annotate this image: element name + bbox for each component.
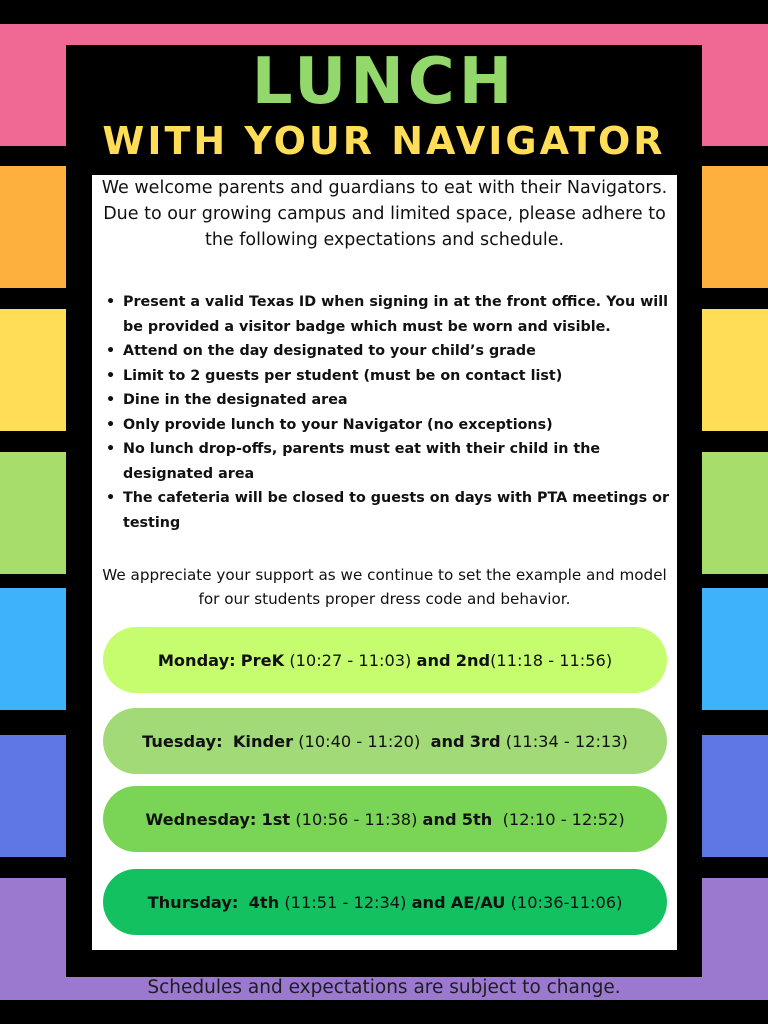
time-range: (11:34 - 12:13) [505, 731, 628, 751]
and-label: and [416, 650, 451, 670]
time-range: (11:18 - 11:56) [490, 650, 613, 670]
grade-label: Kinder [232, 731, 294, 751]
appreciation-paragraph: We appreciate your support as we continue to set the example and model for our students proper dress code and behavior. [102, 566, 667, 608]
grade-label: 2nd [455, 650, 491, 670]
title-lunch: LUNCH [251, 45, 517, 119]
and-label: and [422, 809, 457, 829]
rule-item: • No lunch drop-offs, parents must eat with their child in the designated area [106, 437, 681, 486]
and-label: and [430, 731, 465, 751]
footer-note: Schedules and expectations are subject to change. [147, 977, 621, 998]
grade-label: 1st [261, 809, 291, 829]
time-range: (11:51 - 12:34) [284, 892, 407, 912]
day-label: Thursday: [147, 892, 239, 912]
time-range: (10:36-11:06) [510, 892, 623, 912]
grade-label: 4th [248, 892, 280, 912]
day-label: Tuesday: [142, 731, 223, 751]
day-label: Monday: [157, 650, 236, 670]
schedule-thursday [103, 869, 667, 935]
time-range: (10:56 - 11:38) [295, 809, 418, 829]
rule-item: • Limit to 2 guests per student (must be on contact list) [106, 364, 681, 389]
rule-item: • The cafeteria will be closed to guests on days with PTA meetings or testing [106, 486, 681, 535]
rule-item: • Present a valid Texas ID when signing in at the front office. You will be provided a visitor badge which must be worn and visible. [106, 290, 681, 339]
time-range: (10:40 - 11:20) [298, 731, 421, 751]
grade-label: PreK [240, 650, 285, 670]
grade-label: 3rd [469, 731, 501, 751]
grade-label: AE/AU [450, 892, 506, 912]
rule-item: • Only provide lunch to your Navigator (no exceptions) [106, 413, 681, 438]
schedule-wednesday [103, 786, 667, 852]
schedule-monday [103, 627, 667, 693]
grade-label: 5th [461, 809, 493, 829]
rule-item: • Dine in the designated area [106, 388, 681, 413]
schedule-tuesday [103, 708, 667, 774]
and-label: and [411, 892, 446, 912]
title-with-your-navigator: WITH YOUR NAVIGATOR [102, 119, 666, 163]
time-range: (10:27 - 11:03) [289, 650, 412, 670]
time-range: (12:10 - 12:52) [502, 809, 625, 829]
expectations-list [106, 290, 681, 535]
intro-paragraph: We welcome parents and guardians to eat with their Navigators. Due to our growing campus and limited space, please adhere to the following expectations and schedule. [101, 178, 668, 250]
day-label: Wednesday: [145, 809, 257, 829]
rule-item: • Attend on the day designated to your child’s grade [106, 339, 681, 364]
